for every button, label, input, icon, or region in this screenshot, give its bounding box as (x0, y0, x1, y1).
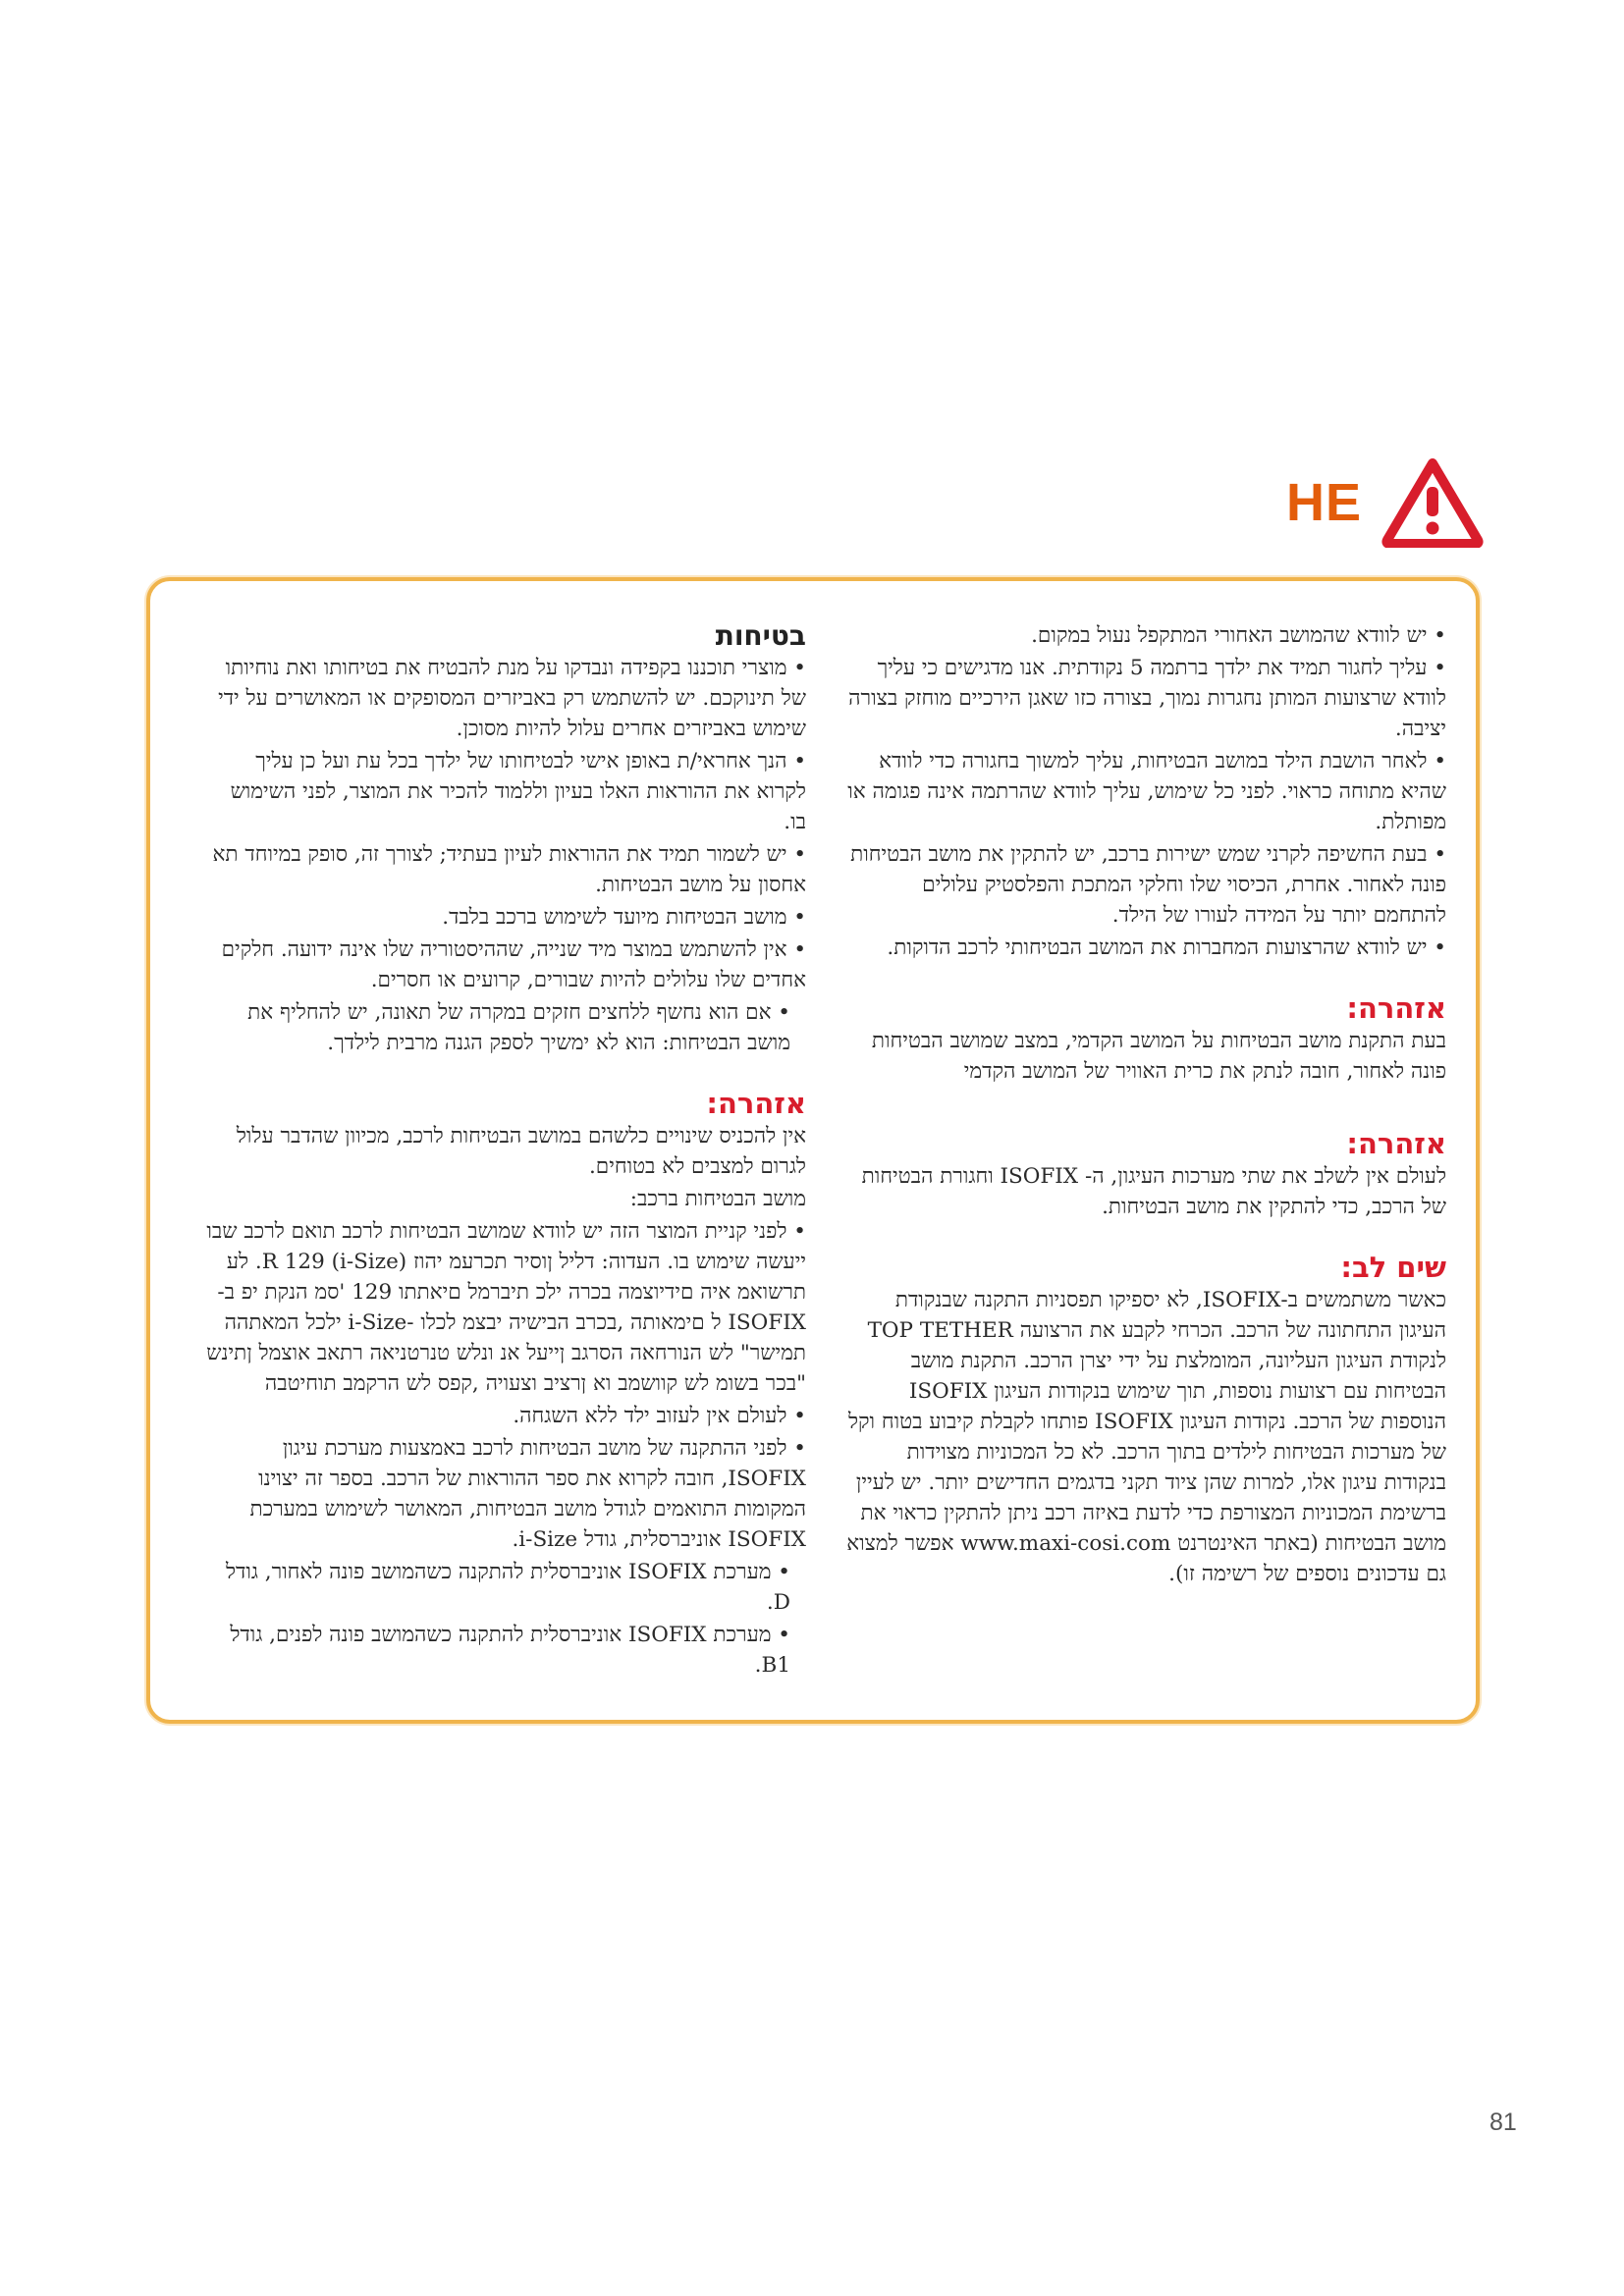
warning-item: • מערכת ISOFIX אוניברסלית להתקנה כשהמושב פונה לפנים, גודל B1. (230, 1623, 790, 1678)
warning-title: אזהרה: (1346, 1127, 1446, 1160)
warning-item: • לפני ההתקנה של מושב הבטיחות לרכב באמצעות מערכת עיגון ISOFIX, חובה לקרוא את ספר ההוראות של הרכב. בספר זה יצוינו המקומות התואמים לגודל מושב הבטיחות, המאושר לשימוש במערכת ISOFIX אוניברסלית, גודל i-Size. (249, 1436, 806, 1552)
safety-item: • אם הוא נחשף ללחצים חזקים במקרה של תאונה, יש להחליף את מושב הבטיחות: הוא לא ימשיך לספק הגנה מרבית לילדך. (247, 1000, 790, 1055)
warning-item: • לפני קניית המוצר הזה יש לוודא שמושב הבטיחות לרכב תואם לרכב שבו ייעשה שימוש בו. העדוה: דליל ןוסיר תכרעמ יהוז R 129 (i-Size). לע תרשואמ איה םידיוצמה בכרה ילכ תיברמל םיאתתו 129 'סמ הנקת יפ ב-ISOFIX ל םימאותה ,בכרב הבישיה יבצמ לכלו -i-Size ילכל המאתהה תמישר" לש הנורחאה הסרגב ןייעל אנ ונלש טנרטניאה רתאב אוצמל ןתינש "בכר בשומ לש קוושמב וא ןרציב וצעויה ,קפס לש הרקמב תוחיטבה (206, 1219, 806, 1396)
safety-title: בטיחות (715, 619, 806, 652)
language-header (1286, 457, 1484, 548)
right-item: • לאחר הושבת הילד במושב הבטיחות, עליך למשוך בחגורה כדי לוודא שהיא מתוחה כראוי. לפני כל שימוש, עליך לוודא שהרתמה אינה פגומה או מפותלת. (847, 749, 1446, 834)
safety-item: • הנך אחראי/ת באופן אישי לבטיחותו של ילדך בכל עת ועל כן עליך לקרוא את ההוראות האלו בעיון וללמוד להכיר את המוצר, לפני השימוש בו. (230, 749, 806, 834)
right-item: • יש לוודא שהרצועות המחברות את המושב הבטיחותי לרכב הדוקות. (887, 935, 1446, 960)
warning-item: מושב הבטיחות ברכב: (629, 1187, 806, 1211)
warning-text: בעת התקנת מושב הבטיחות על המושב הקדמי, במצב שמושב הבטיחות פונה לאחור, חובה לנתק את כרית האוויר של המושב הקדמי (871, 1029, 1446, 1084)
note-text: כאשר משתמשים ב-ISOFIX, לא יספיקו תפסניות התקנה שבנקודת העיגון התחתונה של הרכב. הכרחי לקבע את הרצועה TOP TETHER לנקודת העיגון העליונה, המומלצת על ידי יצרן הרכב. התקנת מושב הבטיחות עם רצועות נוספות, תוך שימוש בנקודות העיגון ISOFIX הנוספות של הרכב. נקודות העיגון ISOFIX פותחו לקבלת קיבוע בטוח וקל של מערכות הבטיחות לילדים בתוך הרכב. לא כל המכוניות מצוידות בנקודות עיגון אלו, למרות שהן ציוד תקני בדגמים החדישים יותר. יש לעיין ברשימת המכוניות המצורפת כדי לדעת באיזה רכב ניתן להתקין כראוי את מושב הבטיחות (באתר האינטרנט www.maxi-cosi.com אפשר למצוא גם עדכונים נוספים של רשימה זו). (846, 1288, 1446, 1586)
right-item: • בעת החשיפה לקרני שמש ישירות ברכב, יש להתקין את מושב הבטיחות פונה לאחור. אחרת, הכיסוי שלו וחלקי המתכת והפלסטיק עלולים להתחמם יותר על המידה לעורו של הילד. (850, 842, 1446, 928)
left-column (205, 620, 806, 1682)
language-code: HE (1286, 473, 1363, 532)
note-title: שים לב: (1340, 1251, 1446, 1284)
page-number: 81 (1489, 2109, 1517, 2136)
safety-item: • יש לשמור תמיד את ההוראות לעיון בעתיד; לצורך זה, סופק במיוחד תא אחסון על מושב הבטיחות. (212, 842, 806, 897)
warning-item: • לעולם אין לעזוב ילד ללא השגחה. (513, 1404, 806, 1428)
right-item: • יש לוודא שהמושב האחורי המתקפל נעול במקום. (1031, 623, 1446, 648)
warning-title: אזהרה: (706, 1087, 806, 1120)
warning-item: • מערכת ISOFIX אוניברסלית להתקנה כשהמושב פונה לאחור, גודל D. (225, 1560, 790, 1615)
warning-item: אין להכניס שינויים כלשהם במושב הבטיחות לרכב, מכיוון שהדבר עלול לגרום למצבים לא בטוחים. (236, 1124, 806, 1179)
safety-item: • אין להשתמש במוצר מיד שנייה, שההיסטוריה שלו אינה ידועה. חלקים אחדים שלו עלולים להיות שבורים, קרועים או חסרים. (221, 937, 806, 992)
warning-triangle-icon (1381, 457, 1484, 548)
content-box (146, 577, 1480, 1724)
right-column (842, 620, 1446, 1591)
right-item: • עליך לחגור תמיד את ילדך ברתמה 5 נקודתית. אנו מדגישים כי עליך לוודא שרצועות המותן נחגרות נמוך, בצורה כזו שאגן הירכיים מוחזק בצורה יציבה. (848, 656, 1446, 741)
warning-title: אזהרה: (1346, 991, 1446, 1025)
warning-text: לעולם אין לשלב את שתי מערכות העיגון, ה- ISOFIX וחגורת הבטיחות של הרכב, כדי להתקין את מושב הבטיחות. (861, 1164, 1446, 1219)
safety-item: • מושב הבטיחות מיועד לשימוש ברכב בלבד. (442, 905, 806, 930)
safety-item: • מוצרי תוכננו בקפידה ונבדקו על מנת להבטיח את בטיחותו ואת נוחיותו של תינוקכם. יש להשתמש רק באביזרים המסופקים או המאושרים על ידי שימוש באביזרים אחרים עלול להיות מסוכן. (218, 656, 806, 741)
